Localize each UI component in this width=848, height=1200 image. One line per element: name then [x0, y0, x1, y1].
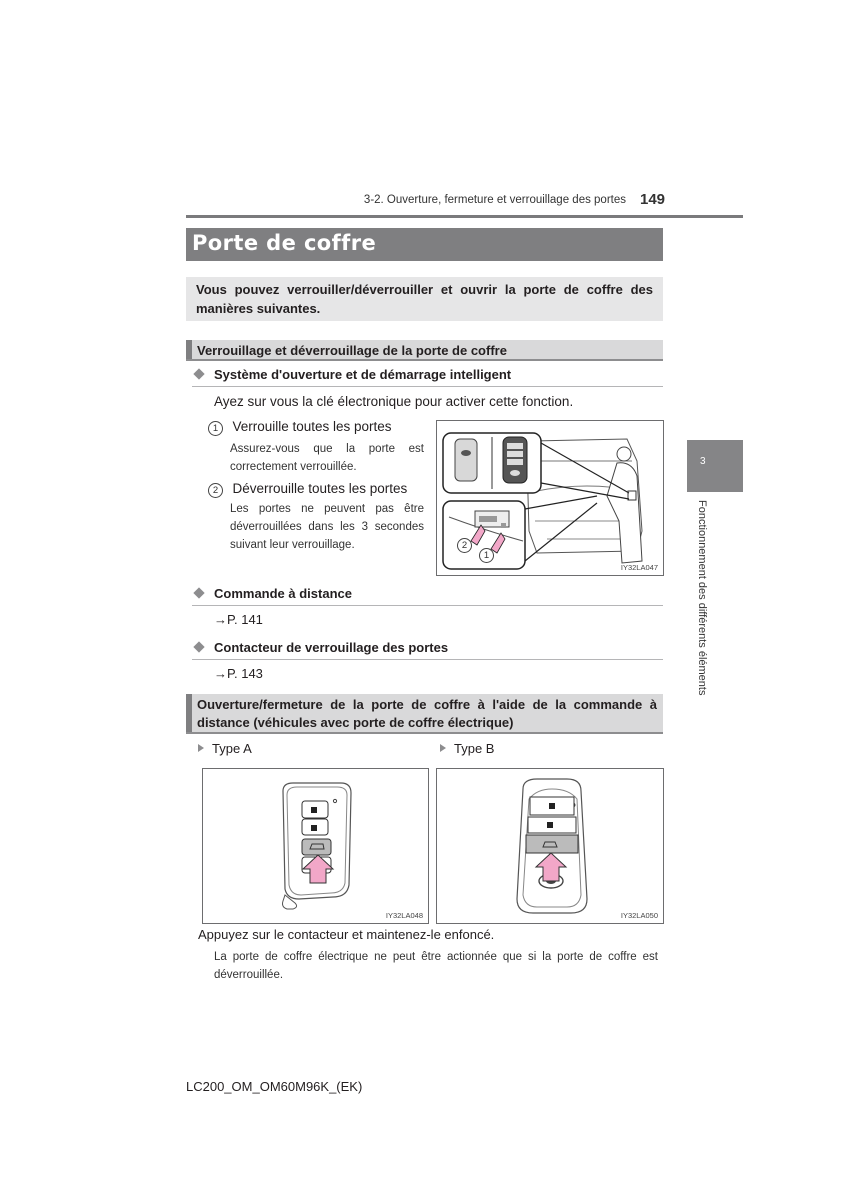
figure-type-a-key — [202, 768, 429, 924]
chapter-label — [694, 500, 716, 710]
list-item — [208, 418, 428, 436]
note-text: La porte de coffre électrique ne peut être actionnée que si la porte de coffre est déverrouillée. — [214, 951, 658, 981]
callout-2: 2 — [457, 535, 472, 553]
figure-tailgate-smart-key — [436, 420, 664, 576]
type-a-label: Type A — [198, 741, 252, 756]
type-b-key-illustration — [437, 769, 663, 923]
circled-number-2: 2 — [208, 483, 223, 498]
list-item — [208, 480, 428, 498]
section-heading-power-tailgate — [186, 694, 663, 734]
intro-text: Vous pouvez verrouiller/déverrouiller et ouvrir la porte de coffre des manières suivantes. — [196, 282, 653, 316]
figure-type-b-key — [436, 768, 664, 924]
item-note: Les portes ne peuvent pas être déverrouillées dans les 3 secondes suivant leur verrouillage. — [230, 503, 424, 551]
item-label: Verrouille toutes les portes — [232, 419, 392, 434]
page-ref-link[interactable]: →P. 143 — [214, 666, 263, 681]
subheading-smart-entry — [192, 366, 663, 387]
subheading-text: Commande à distance — [214, 586, 352, 601]
page-title: Porte de coffre — [192, 231, 377, 255]
section-heading-locking — [186, 340, 663, 361]
header-rule — [186, 215, 743, 218]
subheading-text: Contacteur de verrouillage des portes — [214, 640, 449, 655]
circled-number-1: 1 — [208, 421, 223, 436]
chapter-tab[interactable] — [687, 440, 743, 492]
section-heading-text: Verrouillage et déverrouillage de la porte de coffre — [197, 343, 507, 358]
diamond-bullet-icon — [193, 587, 204, 598]
item-note: Assurez-vous que la porte est correctement verrouillée. — [230, 443, 424, 473]
triangle-bullet-icon — [440, 744, 446, 752]
callout-1: 1 — [479, 545, 494, 563]
triangle-bullet-icon — [198, 744, 204, 752]
intro-box — [186, 277, 663, 321]
figure-code: IY32LA047 — [620, 563, 658, 572]
page-ref-link[interactable]: →P. 141 — [214, 612, 263, 627]
section-heading-text: Ouverture/fermeture de la porte de coffre à l'aide de la commande à distance (véhicules avec porte de coffre électrique) — [197, 697, 657, 730]
instruction-text: Appuyez sur le contacteur et maintenez-le enfoncé. — [198, 927, 495, 942]
subheading-door-lock-switch — [192, 639, 663, 660]
page-number: 149 — [640, 191, 666, 208]
page-title-bar — [186, 228, 663, 261]
footer-code: LC200_OM_OM60M96K_(EK) — [186, 1079, 363, 1094]
item-label: Déverrouille toutes les portes — [232, 481, 408, 496]
diamond-bullet-icon — [193, 641, 204, 652]
smart-entry-text: Ayez sur vous la clé électronique pour activer cette fonction. — [214, 394, 574, 409]
figure-code: IY32LA050 — [620, 911, 658, 920]
diamond-bullet-icon — [193, 368, 204, 379]
type-a-key-illustration — [203, 769, 428, 923]
figure-code: IY32LA048 — [385, 911, 423, 920]
chapter-number: 3 — [700, 456, 706, 467]
running-header: 3-2. Ouverture, fermeture et verrouillage des portes — [363, 194, 626, 206]
type-b-label: Type B — [440, 741, 494, 756]
subheading-remote — [192, 585, 663, 606]
subheading-text: Système d'ouverture et de démarrage intelligent — [214, 367, 512, 382]
chapter-label-text: Fonctionnement des différents éléments — [696, 500, 708, 696]
